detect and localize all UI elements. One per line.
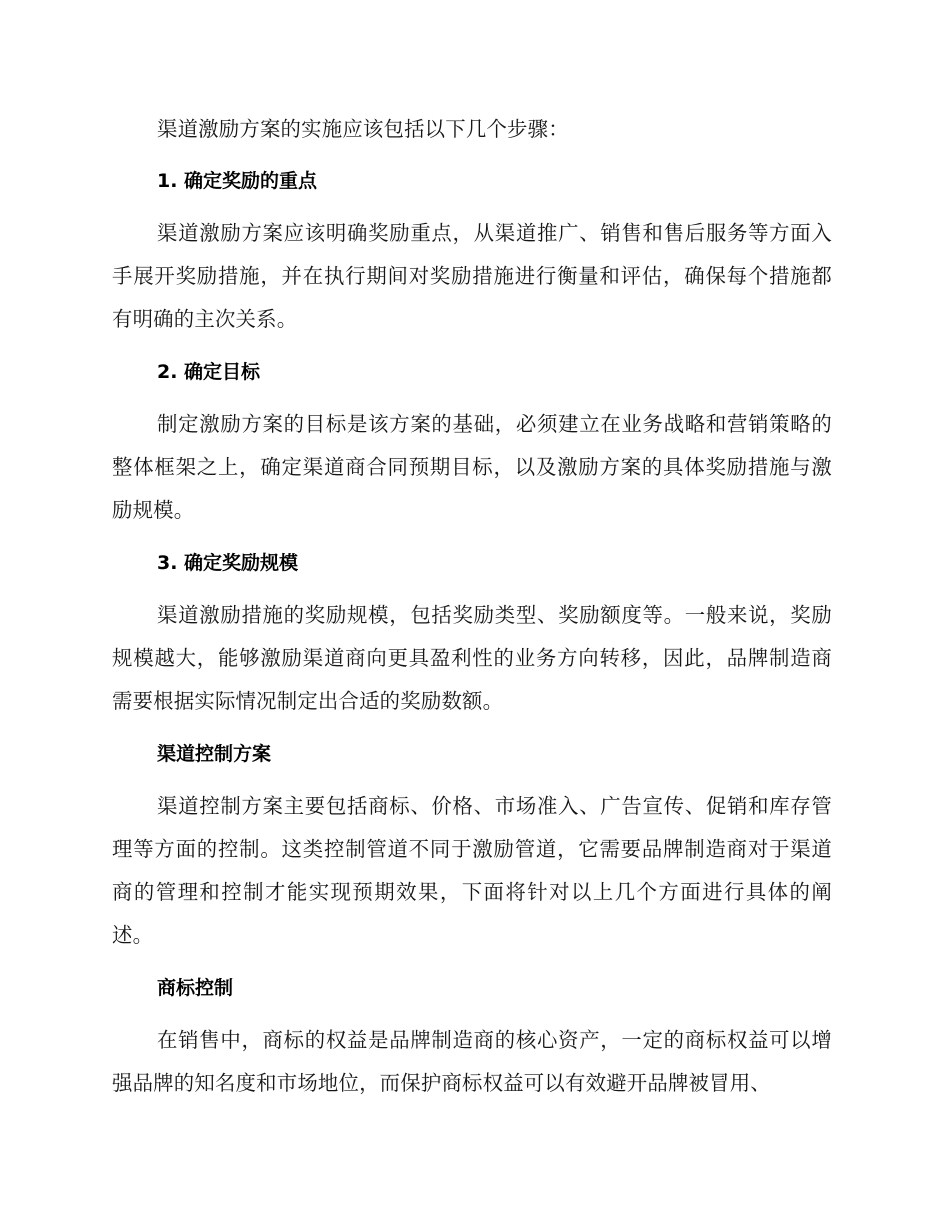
section-paragraph-2: 制定激励方案的目标是该方案的基础，必须建立在业务战略和营销策略的整体框架之上，确定渠道商合同预期目标，以及激励方案的具体奖励措施与激励规模。: [112, 412, 832, 522]
section-paragraph-1: 渠道激励方案应该明确奖励重点，从渠道推广、销售和售后服务等方面入手展开奖励措施，并在执行期间对奖励措施进行衡量和评估，确保每个措施都有明确的主次关系。: [112, 221, 832, 331]
section-heading-1: 1. 确定奖励的重点: [157, 170, 318, 192]
intro-paragraph: 渠道激励方案的实施应该包括以下几个步骤：: [157, 117, 569, 141]
section-paragraph-3: 渠道激励措施的奖励规模，包括奖励类型、奖励额度等。一般来说，奖励规模越大，能够激励渠道商向更具盈利性的业务方向转移，因此，品牌制造商需要根据实际情况制定出合适的奖励数额。: [112, 603, 832, 713]
section-paragraph-channel-control: 渠道控制方案主要包括商标、价格、市场准入、广告宣传、促销和库存管理等方面的控制。这类控制管道不同于激励管道，它需要品牌制造商对于渠道商的管理和控制才能实现预期效果，下面将针对以上几个方面进行具体的阐述。: [112, 794, 832, 947]
section-heading-3: 3. 确定奖励规模: [157, 552, 299, 574]
section-heading-channel-control: 渠道控制方案: [157, 743, 272, 765]
section-heading-2: 2. 确定目标: [157, 361, 261, 383]
section-heading-trademark-control: 商标控制: [157, 977, 234, 999]
section-paragraph-trademark-control: 在销售中，商标的权益是品牌制造商的核心资产，一定的商标权益可以增强品牌的知名度和市场地位，而保护商标权益可以有效避开品牌被冒用、: [112, 1028, 832, 1095]
document-body: [112, 108, 832, 1105]
